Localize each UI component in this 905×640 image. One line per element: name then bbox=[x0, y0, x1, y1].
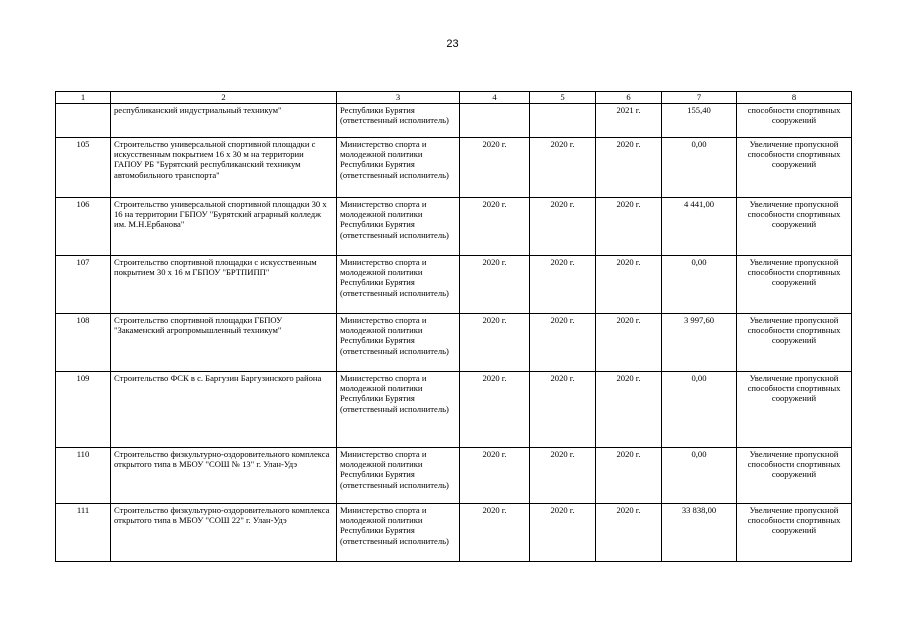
executor: Министерство спорта и молодежной политики Республики Бурятия (ответственный исполнитель) bbox=[337, 198, 460, 256]
executor: Министерство спорта и молодежной политики Республики Бурятия (ответственный исполнитель) bbox=[337, 372, 460, 448]
cell-col4: 2020 г. bbox=[460, 198, 530, 256]
amount: 3 997,60 bbox=[662, 314, 737, 372]
table-row bbox=[56, 104, 852, 138]
column-header: 3 bbox=[337, 92, 460, 104]
row-number: 108 bbox=[56, 314, 111, 372]
expected-result: Увеличение пропускной способности спортивных сооружений bbox=[737, 138, 852, 198]
cell-col5: 2020 г. bbox=[530, 314, 596, 372]
row-number: 105 bbox=[56, 138, 111, 198]
cell-col6: 2020 г. bbox=[596, 314, 662, 372]
cell-col4: 2020 г. bbox=[460, 138, 530, 198]
table-row bbox=[56, 256, 852, 314]
table-row bbox=[56, 138, 852, 198]
cell-col6: 2020 г. bbox=[596, 504, 662, 562]
row-number: 111 bbox=[56, 504, 111, 562]
table-row bbox=[56, 314, 852, 372]
page-number: 23 bbox=[446, 38, 459, 50]
column-header: 7 bbox=[662, 92, 737, 104]
expected-result: Увеличение пропускной способности спортивных сооружений bbox=[737, 314, 852, 372]
column-header: 2 bbox=[111, 92, 337, 104]
project-name: Строительство спортивной площадки ГБПОУ "Закаменский агропромышленный техникум" bbox=[111, 314, 337, 372]
executor: Республики Бурятия (ответственный исполнитель) bbox=[337, 104, 460, 138]
cell-col4: 2020 г. bbox=[460, 448, 530, 504]
project-name: республиканский индустриальный техникум" bbox=[111, 104, 337, 138]
row-number: 106 bbox=[56, 198, 111, 256]
executor: Министерство спорта и молодежной политики Республики Бурятия (ответственный исполнитель) bbox=[337, 314, 460, 372]
expected-result: Увеличение пропускной способности спортивных сооружений bbox=[737, 198, 852, 256]
executor: Министерство спорта и молодежной политики Республики Бурятия (ответственный исполнитель) bbox=[337, 504, 460, 562]
amount: 33 838,00 bbox=[662, 504, 737, 562]
row-number: 109 bbox=[56, 372, 111, 448]
cell-col5: 2020 г. bbox=[530, 448, 596, 504]
project-name: Строительство спортивной площадки с искусственным покрытием 30 х 16 м ГБПОУ "БРТПИПП" bbox=[111, 256, 337, 314]
column-header: 5 bbox=[530, 92, 596, 104]
cell-col6: 2020 г. bbox=[596, 372, 662, 448]
project-name: Строительство физкультурно-оздоровительного комплекса открытого типа в МБОУ "СОШ 22" г. Улан-Удэ bbox=[111, 504, 337, 562]
amount: 0,00 bbox=[662, 256, 737, 314]
table-row bbox=[56, 448, 852, 504]
cell-col6: 2020 г. bbox=[596, 138, 662, 198]
amount: 0,00 bbox=[662, 448, 737, 504]
cell-col4: 2020 г. bbox=[460, 314, 530, 372]
executor: Министерство спорта и молодежной политики Республики Бурятия (ответственный исполнитель) bbox=[337, 256, 460, 314]
amount: 0,00 bbox=[662, 372, 737, 448]
project-name: Строительство универсальной спортивной площадки с искусственным покрытием 16 х 30 м на территории ГАПОУ РБ "Бурятский республиканский техникум автомобильного транспорта" bbox=[111, 138, 337, 198]
table-row bbox=[56, 198, 852, 256]
cell-col5: 2020 г. bbox=[530, 256, 596, 314]
cell-col5: 2020 г. bbox=[530, 372, 596, 448]
amount: 155,40 bbox=[662, 104, 737, 138]
cell-col4: 2020 г. bbox=[460, 372, 530, 448]
amount: 4 441,00 bbox=[662, 198, 737, 256]
program-table bbox=[55, 91, 852, 562]
expected-result: Увеличение пропускной способности спортивных сооружений bbox=[737, 372, 852, 448]
expected-result: Увеличение пропускной способности спортивных сооружений bbox=[737, 256, 852, 314]
project-name: Строительство универсальной спортивной площадки 30 х 16 на территории ГБПОУ "Бурятский аграрный колледж им. М.Н.Ербанова" bbox=[111, 198, 337, 256]
column-header: 1 bbox=[56, 92, 111, 104]
executor: Министерство спорта и молодежной политики Республики Бурятия (ответственный исполнитель) bbox=[337, 138, 460, 198]
cell-col6: 2021 г. bbox=[596, 104, 662, 138]
cell-col4: 2020 г. bbox=[460, 504, 530, 562]
cell-col4: 2020 г. bbox=[460, 256, 530, 314]
row-number bbox=[56, 104, 111, 138]
cell-col5: 2020 г. bbox=[530, 198, 596, 256]
amount: 0,00 bbox=[662, 138, 737, 198]
project-name: Строительство физкультурно-оздоровительного комплекса открытого типа в МБОУ "СОШ № 13" г. Улан-Удэ bbox=[111, 448, 337, 504]
row-number: 107 bbox=[56, 256, 111, 314]
executor: Министерство спорта и молодежной политики Республики Бурятия (ответственный исполнитель) bbox=[337, 448, 460, 504]
expected-result: способности спортивных сооружений bbox=[737, 104, 852, 138]
table-row bbox=[56, 504, 852, 562]
header-row bbox=[56, 92, 852, 104]
row-number: 110 bbox=[56, 448, 111, 504]
column-header: 4 bbox=[460, 92, 530, 104]
column-header: 6 bbox=[596, 92, 662, 104]
table-row bbox=[56, 372, 852, 448]
cell-col5 bbox=[530, 104, 596, 138]
expected-result: Увеличение пропускной способности спортивных сооружений bbox=[737, 448, 852, 504]
cell-col4 bbox=[460, 104, 530, 138]
cell-col6: 2020 г. bbox=[596, 198, 662, 256]
expected-result: Увеличение пропускной способности спортивных сооружений bbox=[737, 504, 852, 562]
cell-col6: 2020 г. bbox=[596, 448, 662, 504]
cell-col5: 2020 г. bbox=[530, 504, 596, 562]
project-name: Строительство ФСК в с. Баргузин Баргузинского района bbox=[111, 372, 337, 448]
cell-col5: 2020 г. bbox=[530, 138, 596, 198]
column-header: 8 bbox=[737, 92, 852, 104]
cell-col6: 2020 г. bbox=[596, 256, 662, 314]
